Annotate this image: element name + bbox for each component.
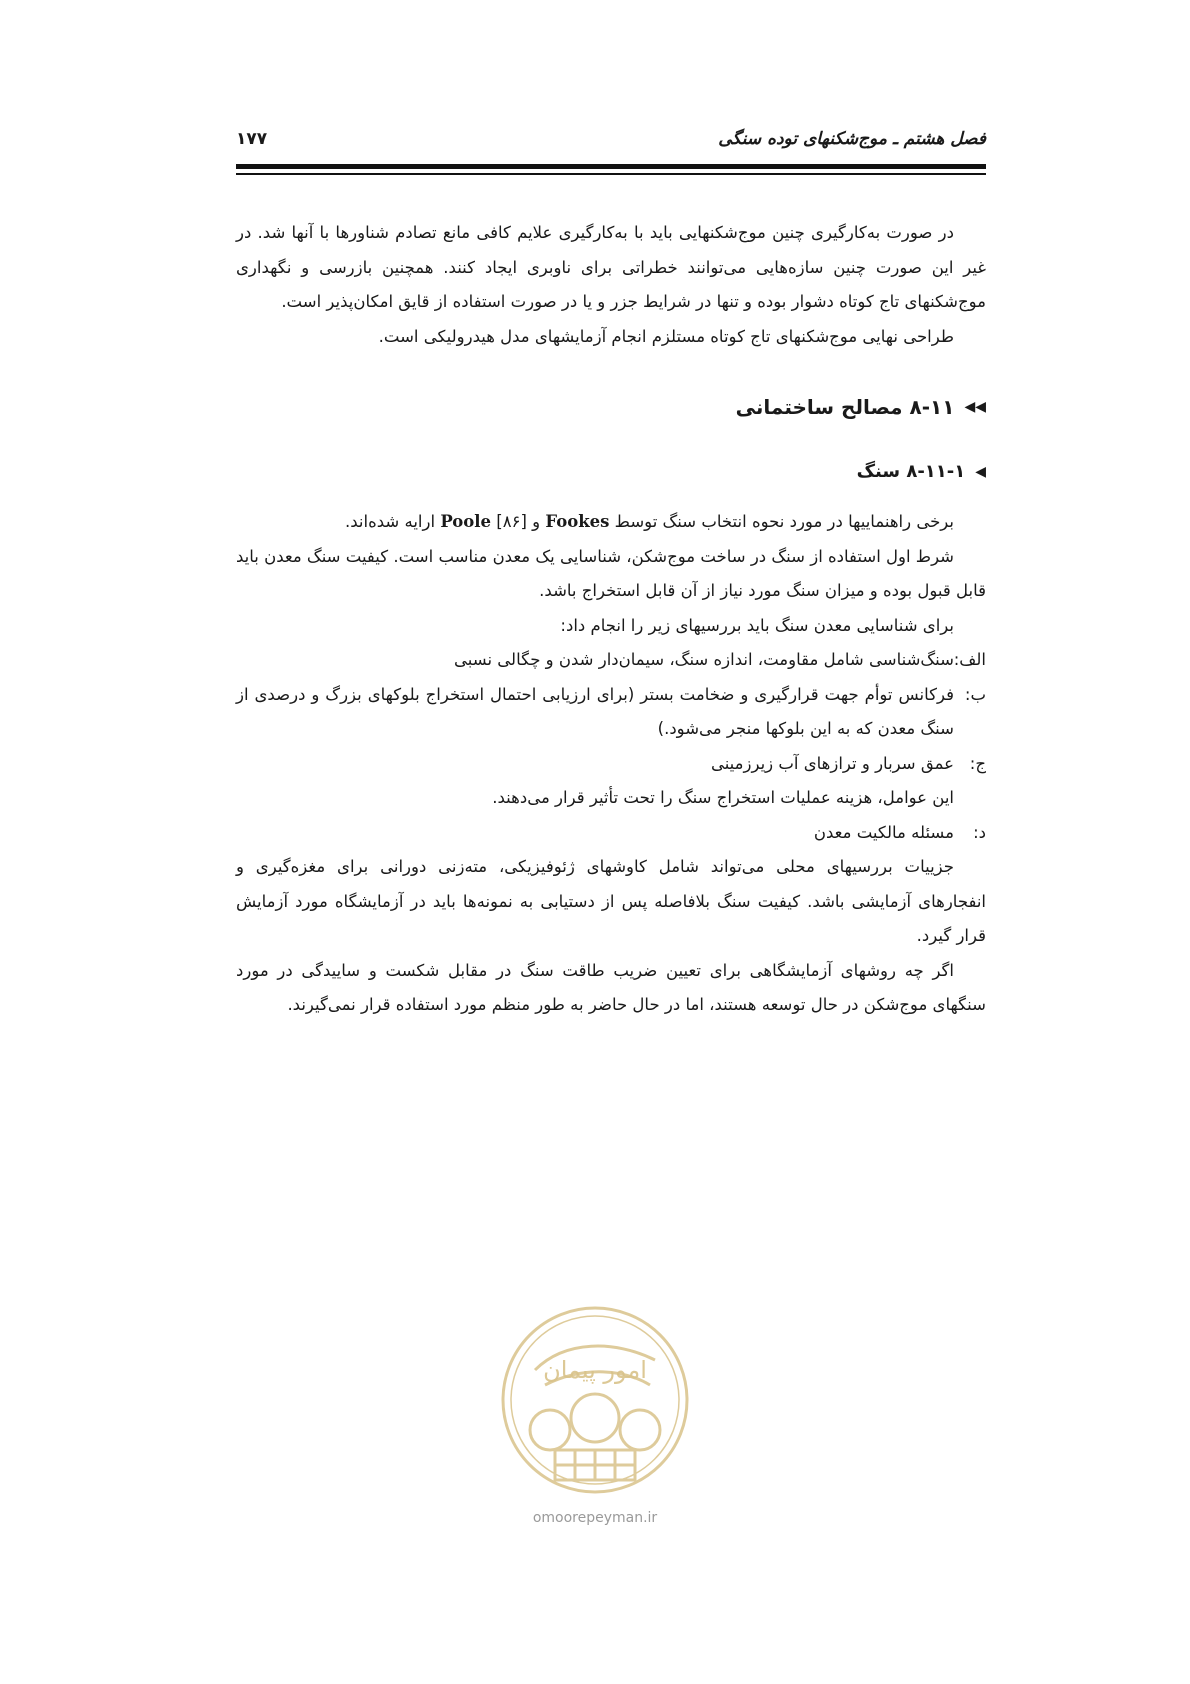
- intro-paragraph: [236, 505, 986, 540]
- list-item-a: [236, 643, 986, 678]
- triangle-icon: ◀: [975, 463, 986, 480]
- page-number: ۱۷۷: [236, 129, 268, 149]
- double-triangle-icon: ◀◀: [964, 399, 986, 415]
- watermark-logo: [495, 1300, 695, 1500]
- author-name: Poole: [440, 512, 492, 531]
- list-text: فرکانس توأم جهت قرارگیری و ضخامت بستر (برای ارزیابی احتمال استخراج بلوکهای بزرگ و درصدی از سنگ معدن که به این بلوکها منجر می‌شود.): [236, 684, 954, 738]
- subsection-heading-text: ۸-۱۱-۱ سنگ: [856, 460, 966, 482]
- paragraph: برای شناسایی معدن سنگ باید بررسیهای زیر را انجام داد:: [560, 615, 954, 635]
- list-text: سنگ‌شناسی شامل مقاومت، اندازه سنگ، سیمان‌دار شدن و چگالی نسبی: [454, 650, 954, 669]
- list-note: این عوامل، هزینه عملیات استخراج سنگ را تحت تأثیر قرار می‌دهند.: [492, 788, 954, 807]
- list-text: مسئله مالکیت معدن: [813, 822, 954, 842]
- list-item-c: [236, 747, 986, 782]
- intro-text: برخی راهنماییها در مورد نحوه انتخاب سنگ توسط: [609, 512, 954, 531]
- paragraph: اگر چه روشهای آزمایشگاهی برای تعیین ضریب طاقت سنگ در مقابل شکست و ساییدگی در مورد سنگهای موج‌شکن در حال توسعه هستند، اما در حال حاضر به طور منظم مورد استفاده قرار نمی‌گیرند.: [236, 960, 986, 1014]
- header-rule-thin: [236, 173, 986, 175]
- paragraph: در صورت به‌کارگیری چنین موج‌شکنهایی باید با به‌کارگیری علایم کافی مانع تصادم شناورها با آنها شد. در غیر این صورت چنین سازه‌هایی می‌توانند خطراتی برای ناوبری ایجاد کنند. همچنین بازرسی و نگهداری موج‌شکنهای تاج کوتاه دشوار بوده و تنها در شرایط جزر و یا در صورت استفاده از قایق امکان‌پذیر است.: [236, 223, 986, 311]
- chapter-title: فصل هشتم ـ موج‌شکنهای توده سنگی: [718, 129, 986, 149]
- subsection-heading: [236, 455, 986, 490]
- intro-conjunction: و: [526, 512, 546, 531]
- list-label: د:: [973, 822, 986, 842]
- header-rule-thick: [236, 164, 986, 169]
- body-content: [236, 216, 986, 1023]
- paragraph: شرط اول استفاده از سنگ در ساخت موج‌شکن، شناسایی یک معدن مناسب است. کیفیت سنگ معدن باید قابل قبول بوده و میزان سنگ مورد نیاز از آن قابل استخراج باشد.: [235, 546, 986, 600]
- list-item-b: [236, 678, 986, 747]
- list-label: الف:: [953, 650, 986, 669]
- watermark-url: omoorepeyman.ir: [532, 1510, 658, 1526]
- list-label: ب:: [964, 684, 986, 704]
- list-label: ج:: [969, 753, 986, 773]
- intro-text: [۸۶] ارایه شده‌اند.: [345, 512, 527, 531]
- page-header: [236, 122, 986, 156]
- paragraph: جزییات بررسیهای محلی می‌تواند شامل کاوشهای ژئوفیزیکی، مته‌زنی دورانی برای مغزه‌گیری و انفجارهای آزمایشی باشد. کیفیت سنگ بلافاصله پس از دستیابی به نمونه‌ها باید در آزمایشگاه مورد آزمایش قرار گیرد.: [236, 857, 986, 945]
- list-item-d: [236, 816, 986, 851]
- list-text: عمق سربار و ترازهای آب زیرزمینی: [710, 753, 954, 773]
- section-heading-text: ۸-۱۱ مصالح ساختمانی: [735, 395, 955, 419]
- logo-text: امور پیمان: [543, 1356, 647, 1384]
- author-name: Fookes: [545, 512, 610, 531]
- paragraph: طراحی نهایی موج‌شکنهای تاج کوتاه مستلزم انجام آزمایشهای مدل هیدرولیکی است.: [378, 326, 954, 346]
- section-heading: [236, 390, 986, 425]
